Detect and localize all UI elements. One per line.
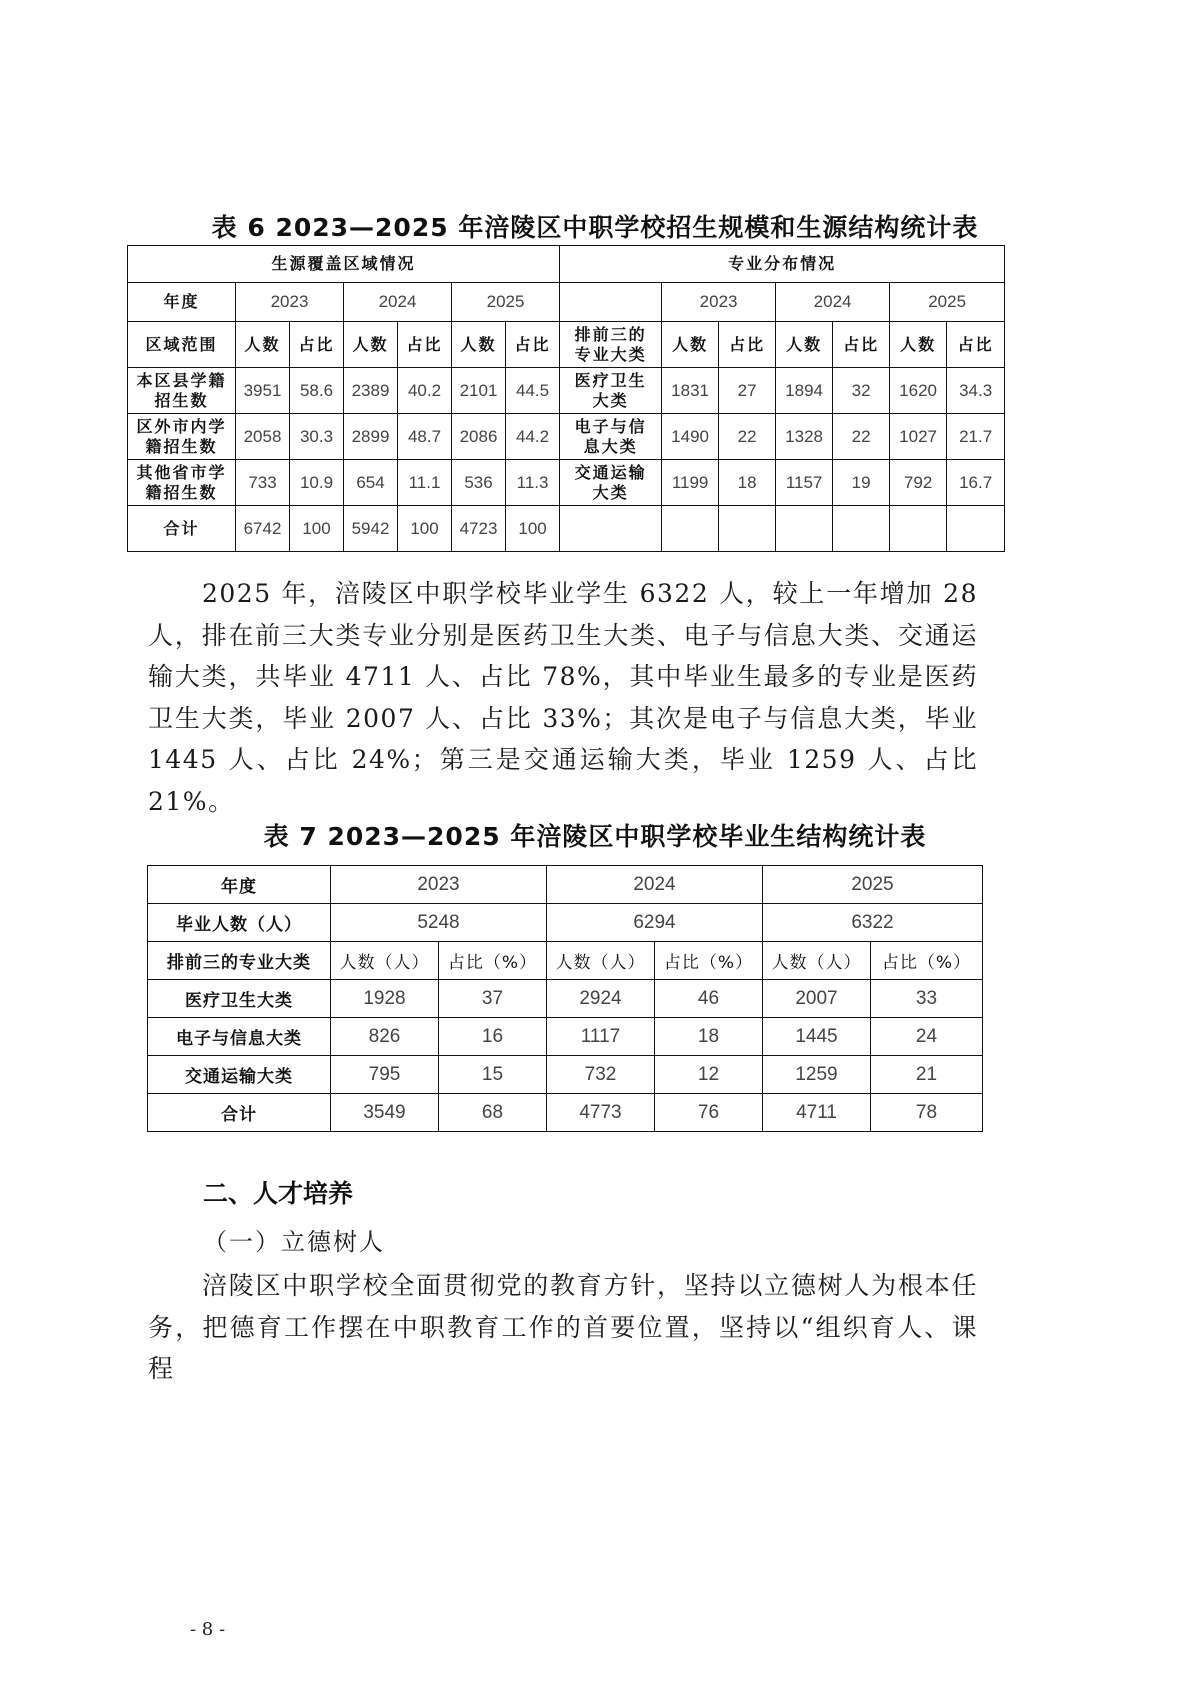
data-cell [947,506,1005,552]
data-cell: 1117 [547,1018,655,1056]
data-cell: 2389 [344,368,398,414]
moral-education-paragraph [148,1265,978,1390]
ratio-header: 占比 [398,322,452,368]
year-header: 2025 [452,283,560,322]
data-cell: 22 [719,414,776,460]
data-cell [776,506,833,552]
data-cell: 1620 [890,368,947,414]
data-cell: 15 [439,1056,547,1094]
table-row [128,368,1005,414]
data-cell: 100 [290,506,344,552]
table-row [148,1094,983,1132]
data-cell: 5942 [344,506,398,552]
data-cell: 536 [452,460,506,506]
data-cell [833,506,890,552]
data-cell: 654 [344,460,398,506]
data-cell: 1027 [890,414,947,460]
data-cell: 4711 [763,1094,871,1132]
data-cell: 19 [833,460,890,506]
data-cell: 1928 [331,980,439,1018]
major-name-cell: 电子与信息大类 [148,1018,331,1056]
year-label: 年度 [148,866,331,904]
major-name-cell: 医疗卫生大类 [148,980,331,1018]
table-row [148,1018,983,1056]
data-cell: 1831 [662,368,719,414]
count-header: 人数（人） [547,942,655,980]
data-cell: 100 [506,506,560,552]
ratio-header: 占比 [290,322,344,368]
count-header: 人数（人） [331,942,439,980]
data-cell: 37 [439,980,547,1018]
count-header: 人数（人） [763,942,871,980]
data-cell: 40.2 [398,368,452,414]
empty-cell [560,283,662,322]
data-cell: 732 [547,1056,655,1094]
table-row [128,460,1005,506]
count-header: 人数 [662,322,719,368]
region-group-title: 生源覆盖区域情况 [128,246,560,283]
major-name-cell [560,506,662,552]
region-name-cell: 合计 [128,506,236,552]
major-name-cell: 合计 [148,1094,331,1132]
data-cell: 1328 [776,414,833,460]
table-row [148,980,983,1018]
data-cell: 100 [398,506,452,552]
region-name-cell: 其他省市学籍招生数 [128,460,236,506]
graduates-summary-paragraph [148,573,978,822]
table-row [128,506,1005,552]
table7-graduates [147,865,983,1132]
ratio-header: 占比（%） [655,942,763,980]
data-cell: 76 [655,1094,763,1132]
paragraph-text: 2025 年，涪陵区中职学校毕业学生 6322 人，较上一年增加 28 人，排在前三大类专业分别是医药卫生大类、电子与信息大类、交通运输大类，共毕业 4711 人、占比 78%，其中毕业生最多的专业是医药卫生大类，毕业 2007 人、占比 33%；其次是电子与信息大类，毕业 1445 人、占比 24%；第三是交通运输大类，毕业 1259 人、占比 21%。 [148,579,978,816]
data-cell: 18 [655,1018,763,1056]
data-cell: 1259 [763,1056,871,1094]
table7-caption: 表 7 2023—2025 年涪陵区中职学校毕业生结构统计表 [263,822,927,851]
data-cell [662,506,719,552]
region-name-cell: 区外市内学籍招生数 [128,414,236,460]
data-cell: 2058 [236,414,290,460]
data-cell: 78 [871,1094,983,1132]
data-cell: 4723 [452,506,506,552]
data-cell: 1199 [662,460,719,506]
data-cell: 1445 [763,1018,871,1056]
data-cell: 2899 [344,414,398,460]
count-header: 人数 [452,322,506,368]
count-header: 人数 [344,322,398,368]
grad-total: 6322 [763,904,983,942]
year-header: 2024 [776,283,890,322]
data-cell: 27 [719,368,776,414]
data-cell: 2924 [547,980,655,1018]
data-cell: 21.7 [947,414,1005,460]
data-cell: 24 [871,1018,983,1056]
table-row [128,414,1005,460]
data-cell [890,506,947,552]
year-header: 2023 [236,283,344,322]
section-heading: 二、人才培养 [203,1179,354,1208]
year-header: 2025 [890,283,1005,322]
count-header: 人数 [890,322,947,368]
year-header: 2024 [547,866,763,904]
data-cell: 33 [871,980,983,1018]
year-header: 2024 [344,283,452,322]
major-name-cell: 电子与信息大类 [560,414,662,460]
data-cell: 1490 [662,414,719,460]
grad-total: 5248 [331,904,547,942]
data-cell: 12 [655,1056,763,1094]
region-label: 区域范围 [128,322,236,368]
data-cell: 1894 [776,368,833,414]
subsection-heading: （一）立德树人 [203,1228,385,1256]
data-cell: 68 [439,1094,547,1132]
ratio-header: 占比 [719,322,776,368]
data-cell: 2086 [452,414,506,460]
data-cell: 2007 [763,980,871,1018]
ratio-header: 占比（%） [871,942,983,980]
major-name-cell: 交通运输大类 [560,460,662,506]
paragraph-text: 涪陵区中职学校全面贯彻党的教育方针，坚持以立德树人为根本任务，把德育工作摆在中职教育工作的首要位置，坚持以“组织育人、课程 [148,1271,978,1383]
data-cell: 792 [890,460,947,506]
ratio-header: 占比 [506,322,560,368]
data-cell: 18 [719,460,776,506]
major-label: 排前三的专业大类 [560,322,662,368]
data-cell: 4773 [547,1094,655,1132]
data-cell: 44.5 [506,368,560,414]
grad-label: 毕业人数（人） [148,904,331,942]
table6-caption: 表 6 2023—2025 年涪陵区中职学校招生规模和生源结构统计表 [211,213,979,242]
data-cell: 3951 [236,368,290,414]
data-cell: 6742 [236,506,290,552]
data-cell: 16 [439,1018,547,1056]
data-cell: 16.7 [947,460,1005,506]
data-cell: 733 [236,460,290,506]
data-cell: 30.3 [290,414,344,460]
data-cell: 1157 [776,460,833,506]
table6-enrollment [127,245,1005,552]
data-cell: 21 [871,1056,983,1094]
year-header: 2023 [331,866,547,904]
major-name-cell: 医疗卫生大类 [560,368,662,414]
data-cell: 2101 [452,368,506,414]
data-cell: 48.7 [398,414,452,460]
data-cell: 11.1 [398,460,452,506]
data-cell: 3549 [331,1094,439,1132]
data-cell: 11.3 [506,460,560,506]
major-name-cell: 交通运输大类 [148,1056,331,1094]
data-cell: 795 [331,1056,439,1094]
grad-total: 6294 [547,904,763,942]
region-name-cell: 本区县学籍招生数 [128,368,236,414]
major-label: 排前三的专业大类 [148,942,331,980]
major-group-title: 专业分布情况 [560,246,1005,283]
data-cell: 58.6 [290,368,344,414]
year-header: 2023 [662,283,776,322]
data-cell: 44.2 [506,414,560,460]
ratio-header: 占比（%） [439,942,547,980]
year-header: 2025 [763,866,983,904]
data-cell: 32 [833,368,890,414]
ratio-header: 占比 [833,322,890,368]
data-cell: 46 [655,980,763,1018]
page-number: - 8 - [190,1619,226,1640]
table-row [148,1056,983,1094]
year-label: 年度 [128,283,236,322]
data-cell: 34.3 [947,368,1005,414]
data-cell: 826 [331,1018,439,1056]
data-cell [719,506,776,552]
count-header: 人数 [776,322,833,368]
data-cell: 10.9 [290,460,344,506]
ratio-header: 占比 [947,322,1005,368]
count-header: 人数 [236,322,290,368]
data-cell: 22 [833,414,890,460]
